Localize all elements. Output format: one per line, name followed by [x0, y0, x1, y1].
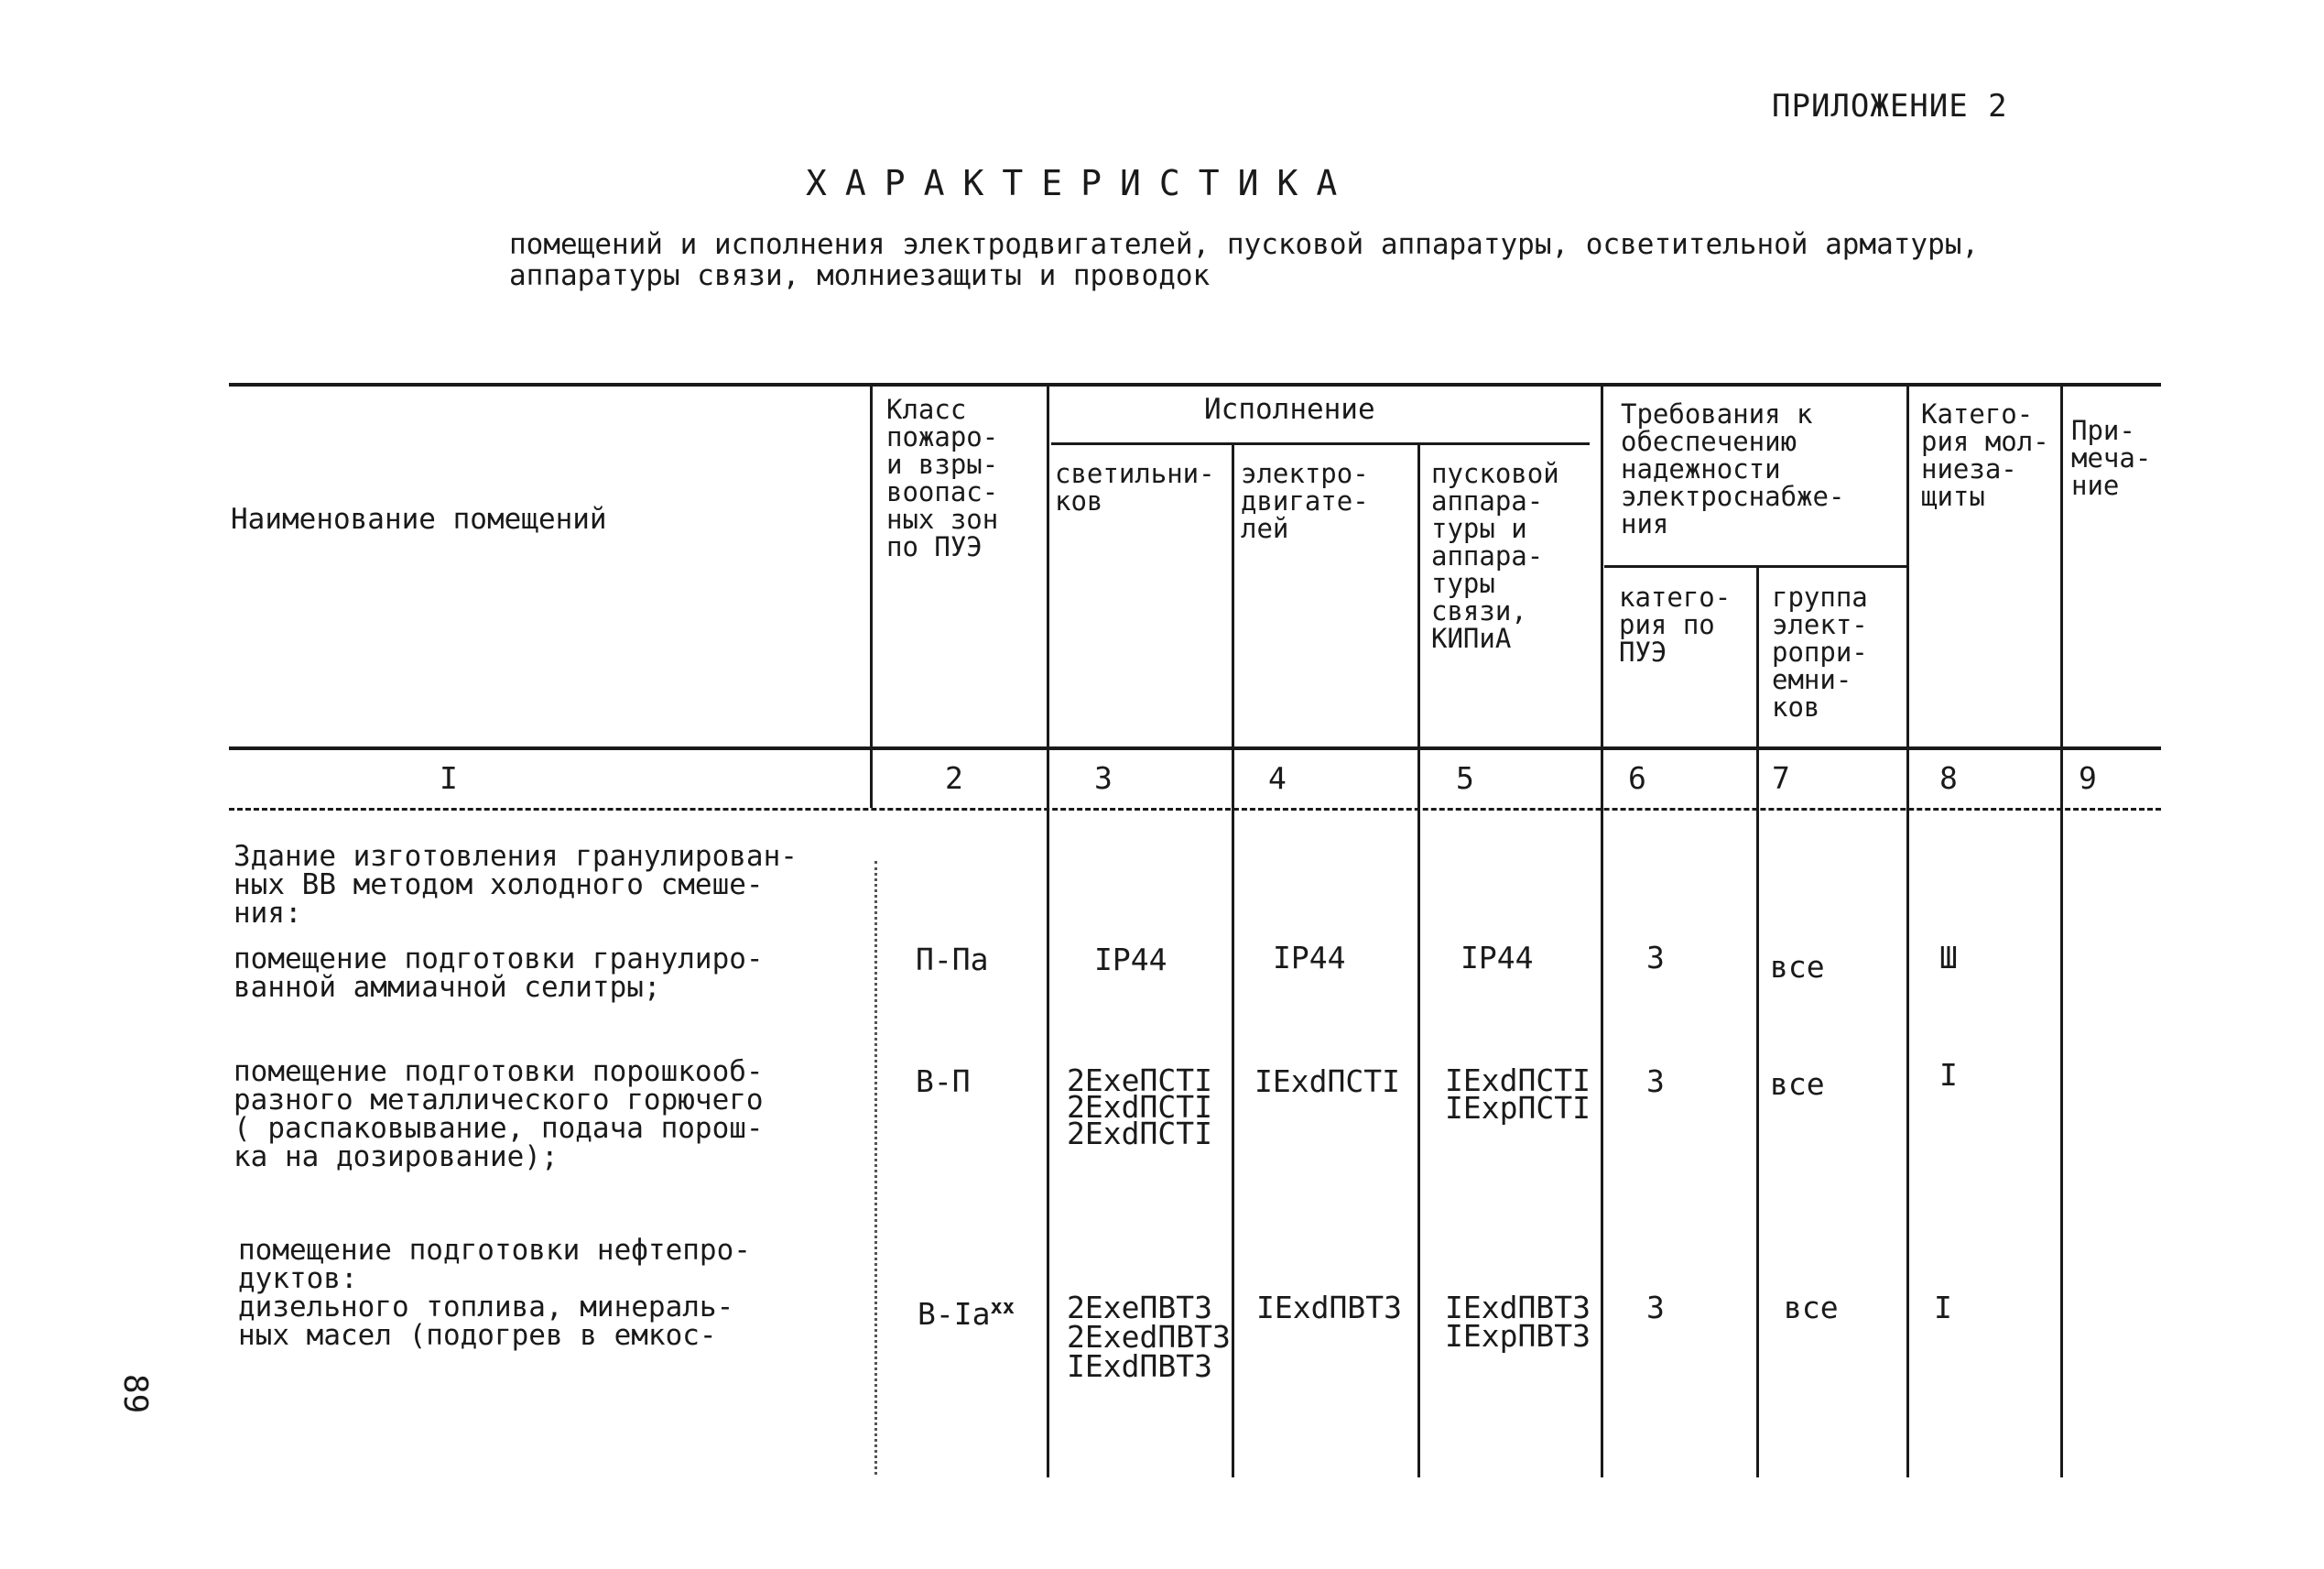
row-category: 3	[1646, 1063, 1665, 1099]
row-name: помещение подготовки порошкооб- разного металлического горючего ( распаковывание, подача порош- ка на дозирование);	[233, 1055, 764, 1173]
header-starters: пусковой аппара- туры и аппара- туры связи, КИПиА	[1431, 458, 1559, 654]
row-name: помещение подготовки гранулиро- ванной аммиачной селитры;	[233, 942, 764, 1004]
row-starters: IExdПВТ3 IExpПВТ3	[1445, 1290, 1591, 1354]
header-name: Наименование помещений	[231, 503, 607, 536]
row-lamps: 2ExeПВТ3 2ExedПВТ3 IExdПВТ3	[1067, 1290, 1231, 1384]
col-divider-5	[1601, 383, 1603, 1477]
row-motors: IExdПВТ3	[1256, 1290, 1402, 1325]
row-starters: IP44	[1461, 940, 1534, 975]
row-lightning: Ш	[1939, 940, 1958, 975]
row-zone-mark: хх	[990, 1296, 1015, 1319]
row-motors: IP44	[1273, 940, 1346, 975]
header-bottom-rule	[229, 746, 2161, 750]
header-ispolnenie: Исполнение	[1204, 393, 1375, 426]
row-category: 3	[1646, 1290, 1665, 1325]
row-lamps: IP44	[1094, 942, 1167, 977]
col-divider-8	[2060, 383, 2063, 1477]
section-title: Здание изготовления гранулирован- ных ВВ методом холодного смеше- ния:	[233, 840, 798, 930]
row-category: 3	[1646, 940, 1665, 975]
header-zone-class: Класс пожаро- и взры- воопас- ных зон по ПУЭ	[886, 394, 999, 562]
col-number-2: 2	[945, 760, 963, 796]
page-number: 89	[116, 1374, 154, 1414]
row-group: все	[1770, 1066, 1825, 1102]
row-zone	[918, 1293, 1015, 1332]
col-number-8: 8	[1939, 760, 1958, 796]
row-name: помещение подготовки нефтепро- дуктов: дизельного топлива, минераль- ных масел (подогрев в емкос-	[238, 1234, 751, 1352]
header-note: При- меча- ние	[2071, 415, 2152, 501]
row-lamps: 2ExeПСТI 2ExdПСТI 2ExdПСТI	[1067, 1062, 1212, 1151]
col-divider-2	[1047, 383, 1049, 1477]
col-number-6: 6	[1628, 760, 1646, 796]
document-title: ХАРАКТЕРИСТИКА	[806, 163, 1356, 203]
col-number-1: I	[440, 760, 458, 796]
col-divider-7	[1906, 383, 1909, 1477]
table-top-rule	[229, 383, 2161, 387]
header-group: группа элект- ропри- емни- ков	[1772, 582, 1868, 723]
document-subtitle: помещений и исполнения электродвигателей, пусковой аппаратуры, осветительной арматуры, аппаратуры связи, молниезащиты и проводок	[509, 228, 1980, 292]
col-divider-4	[1417, 442, 1420, 1477]
ispolnenie-underline	[1051, 442, 1590, 445]
row-zone: В-П	[916, 1063, 971, 1099]
row-group: все	[1784, 1290, 1839, 1325]
row-lightning: I	[1934, 1290, 1952, 1325]
col-number-7: 7	[1772, 760, 1790, 796]
row-lightning: I	[1939, 1057, 1958, 1093]
header-category: катего- рия по ПУЭ	[1619, 582, 1732, 668]
row-zone: П-Па	[916, 942, 989, 977]
numbers-bottom-rule	[229, 808, 2161, 811]
col-number-4: 4	[1268, 760, 1287, 796]
col-divider-1-body	[874, 861, 877, 1475]
header-motors: электро- двигате- лей	[1241, 458, 1369, 544]
row-zone-value: В-Iа	[918, 1296, 991, 1332]
header-lightning: Катего- рия мол- ниеза- щиты	[1921, 398, 2049, 512]
col-divider-1	[870, 383, 873, 808]
header-lamps: светильни- ков	[1055, 458, 1215, 517]
row-motors: IExdПСТI	[1254, 1063, 1400, 1099]
col-divider-6	[1756, 565, 1759, 1477]
trebovaniya-underline	[1604, 565, 1906, 568]
row-starters: IExdПСТI IExpПСТI	[1445, 1062, 1591, 1126]
col-number-3: 3	[1094, 760, 1113, 796]
col-number-9: 9	[2079, 760, 2097, 796]
appendix-label: ПРИЛОЖЕНИЕ 2	[1772, 88, 2008, 125]
header-trebovaniya: Требования к обеспечению надежности электроснабже- ния	[1621, 398, 1845, 539]
col-divider-3	[1232, 442, 1234, 1477]
col-number-5: 5	[1456, 760, 1474, 796]
row-group: все	[1770, 949, 1825, 985]
